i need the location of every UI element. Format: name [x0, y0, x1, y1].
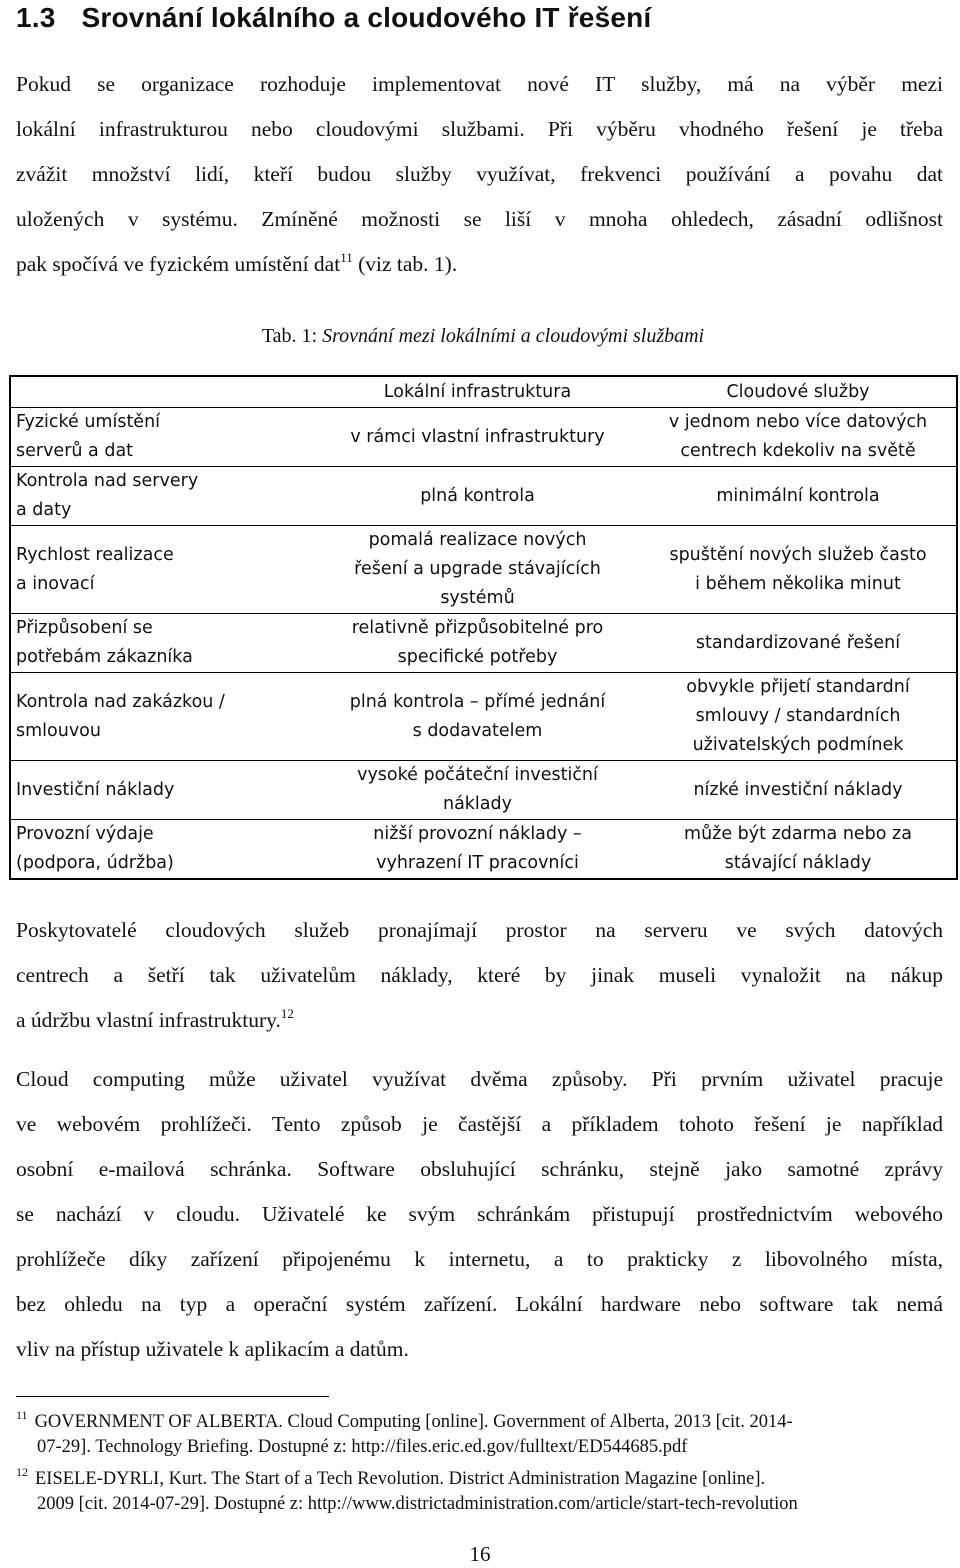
cloud-value-line: uživatelských podmínek [692, 735, 904, 755]
text-line: uložených v systému. Zmíněné možnosti se liší v mnoha ohledech, zásadní odlišnost [16, 207, 943, 231]
table-header-row [10, 376, 957, 408]
cloud-value-line: nízké investiční náklady [693, 779, 903, 800]
providers-paragraph [16, 908, 943, 1043]
header-empty-cell [10, 376, 315, 408]
row-label-cell [10, 673, 315, 761]
text-line: Cloud computing může uživatel využívat dvěma způsoby. Při prvním uživatel pracuje [16, 1067, 943, 1091]
text-line: vliv na přístup uživatele k aplikacím a datům. [16, 1337, 409, 1361]
row-label-line: Kontrola nad zakázkou / [16, 691, 225, 712]
local-value-line: systémů [440, 588, 515, 608]
usage-paragraph [16, 1057, 943, 1372]
text-line: osobní e-mailová schránka. Software obsluhující schránku, stejně jako samotné zprávy [16, 1157, 943, 1181]
text-line: ve webovém prohlížeči. Tento způsob je častější a příkladem tohoto řešení je například [16, 1112, 943, 1136]
table-row [10, 614, 957, 673]
header-local: Lokální infrastruktura [315, 376, 640, 408]
cloud-value-cell [640, 526, 957, 614]
local-value-line: relativně přizpůsobitelné pro [351, 618, 604, 638]
row-label-line: Provozní výdaje [16, 824, 154, 844]
row-label-line: serverů a dat [16, 441, 134, 461]
row-label-line: (podpora, údržba) [16, 853, 174, 873]
cloud-value-line: smlouvy / standardních [695, 706, 901, 726]
table-row [10, 526, 957, 614]
comparison-table [9, 375, 958, 880]
cloud-value-cell [640, 408, 957, 467]
cloud-value-line: standardizované řešení [695, 632, 901, 653]
local-value-cell [315, 526, 640, 614]
caption-label: Tab. 1: [261, 325, 318, 347]
row-label-line: a inovací [16, 573, 95, 594]
section-heading [16, 0, 651, 36]
cloud-value-line: obvykle přijetí standardní [686, 677, 910, 697]
row-label-line: Investiční náklady [16, 779, 175, 800]
cloud-value-line: stávající náklady [724, 853, 872, 873]
row-label-cell [10, 820, 315, 880]
page-number: 16 [469, 1542, 491, 1566]
cloud-value-line: může být zdarma nebo za [684, 824, 912, 844]
row-label-cell [10, 761, 315, 820]
table-row [10, 761, 957, 820]
row-label-line: Rychlost realizace [16, 544, 174, 565]
footnote-text: GOVERNMENT OF ALBERTA. Cloud Computing [online]. Government of Alberta, 2013 [cit. 2014- [34, 1412, 793, 1432]
local-value-line: vysoké počáteční investiční [357, 765, 598, 785]
table-row [10, 820, 957, 880]
text-fragment: (viz tab. 1). [352, 252, 458, 276]
text-line: se nachází v cloudu. Uživatelé ke svým schránkám přistupují prostřednictvím webového [16, 1202, 943, 1226]
local-value-cell [315, 614, 640, 673]
section-number: 1.3 [16, 2, 56, 33]
local-value-line: nižší provozní náklady – [373, 824, 582, 844]
footnote-ref[interactable]: 11 [340, 250, 353, 265]
text-line: lokální infrastrukturou nebo cloudovými službami. Při výběru vhodného řešení je třeba [16, 117, 943, 141]
local-value-line: plná kontrola – přímé jednání [349, 691, 606, 712]
cloud-value-cell [640, 614, 957, 673]
local-value-line: v rámci vlastní infrastruktury [350, 426, 605, 447]
header-cloud: Cloudové služby [640, 376, 957, 408]
intro-paragraph [16, 62, 943, 287]
row-label-line: a daty [16, 500, 72, 520]
row-label-cell [10, 614, 315, 673]
cloud-value-line: spuštění nových služeb často [669, 544, 927, 565]
local-value-line: s dodavatelem [412, 720, 543, 741]
table-row [10, 467, 957, 526]
table-row [10, 673, 957, 761]
text-line [16, 242, 943, 287]
text-fragment: pak spočívá ve fyzickém umístění dat [16, 252, 341, 276]
local-value-cell [315, 761, 640, 820]
local-value-line: specifické potřeby [397, 647, 558, 667]
text-line: centrech a šetří tak uživatelům náklady, které by jinak museli vynaložit na nákup [16, 963, 943, 987]
text-line [16, 998, 943, 1043]
footnote-line: 2009 [cit. 2014-07-29]. Dostupné z: http://www.districtadministration.com/article/start-tech-revolution [37, 1494, 798, 1514]
row-label-cell [10, 467, 315, 526]
local-value-line: plná kontrola [420, 485, 535, 506]
cloud-value-cell [640, 761, 957, 820]
local-value-cell [315, 467, 640, 526]
local-value-cell [315, 820, 640, 880]
footnote-divider [16, 1396, 329, 1397]
local-value-line: vyhrazení IT pracovníci [376, 853, 579, 873]
footnote-line [16, 1467, 946, 1492]
local-value-line: náklady [442, 794, 512, 814]
row-label-cell [10, 408, 315, 467]
section-title: Srovnání lokálního a cloudového IT řešení [81, 2, 652, 33]
cloud-value-line: centrech kdekoliv na světě [680, 441, 916, 461]
local-value-line: pomalá realizace nových [368, 530, 587, 550]
local-value-line: řešení a upgrade stávajících [354, 559, 601, 579]
text-line: Poskytovatelé cloudových služeb pronajímají prostor na serveru ve svých datových [16, 918, 943, 942]
footnote-11 [16, 1410, 946, 1460]
caption-text: Srovnání mezi lokálními a cloudovými službami [322, 325, 705, 347]
row-label-line: Fyzické umístění [16, 412, 161, 432]
table-row [10, 408, 957, 467]
cloud-value-line: i během několika minut [695, 573, 901, 594]
cloud-value-line: v jednom nebo více datových [668, 412, 928, 432]
cloud-value-cell [640, 820, 957, 880]
footnote-ref[interactable]: 12 [280, 1006, 294, 1021]
text-line: zvážit množství lidí, kteří budou služby využívat, frekvenci používání a povahu dat [16, 162, 943, 186]
row-label-line: Kontrola nad servery [16, 471, 199, 491]
text-line: prohlížeče díky zařízení připojenému k internetu, a to prakticky z libovolného místa, [16, 1247, 943, 1271]
footnote-number: 11 [16, 1408, 28, 1422]
cloud-value-cell [640, 467, 957, 526]
local-value-cell [315, 673, 640, 761]
row-label-line: potřebám zákazníka [16, 647, 193, 667]
text-fragment: a údržbu vlastní infrastruktury. [16, 1008, 281, 1032]
footnote-text: EISELE-DYRLI, Kurt. The Start of a Tech Revolution. District Administration Magazine [online]. [35, 1469, 766, 1489]
row-label-line: smlouvou [16, 720, 101, 741]
cloud-value-line: minimální kontrola [716, 485, 880, 506]
footnote-12 [16, 1467, 946, 1517]
text-line: bez ohledu na typ a operační systém zařízení. Lokální hardware nebo software tak nemá [16, 1292, 943, 1316]
table-caption [0, 322, 960, 350]
text-line: Pokud se organizace rozhoduje implementovat nové IT služby, má na výběr mezi [16, 72, 943, 96]
local-value-cell [315, 408, 640, 467]
cloud-value-cell [640, 673, 957, 761]
footnote-line: 07-29]. Technology Briefing. Dostupné z: http://files.eric.ed.gov/fulltext/ED544685.pdf [37, 1437, 688, 1457]
footnote-number: 12 [16, 1465, 28, 1479]
row-label-line: Přizpůsobení se [16, 618, 153, 638]
footnote-line [16, 1410, 946, 1435]
row-label-cell [10, 526, 315, 614]
